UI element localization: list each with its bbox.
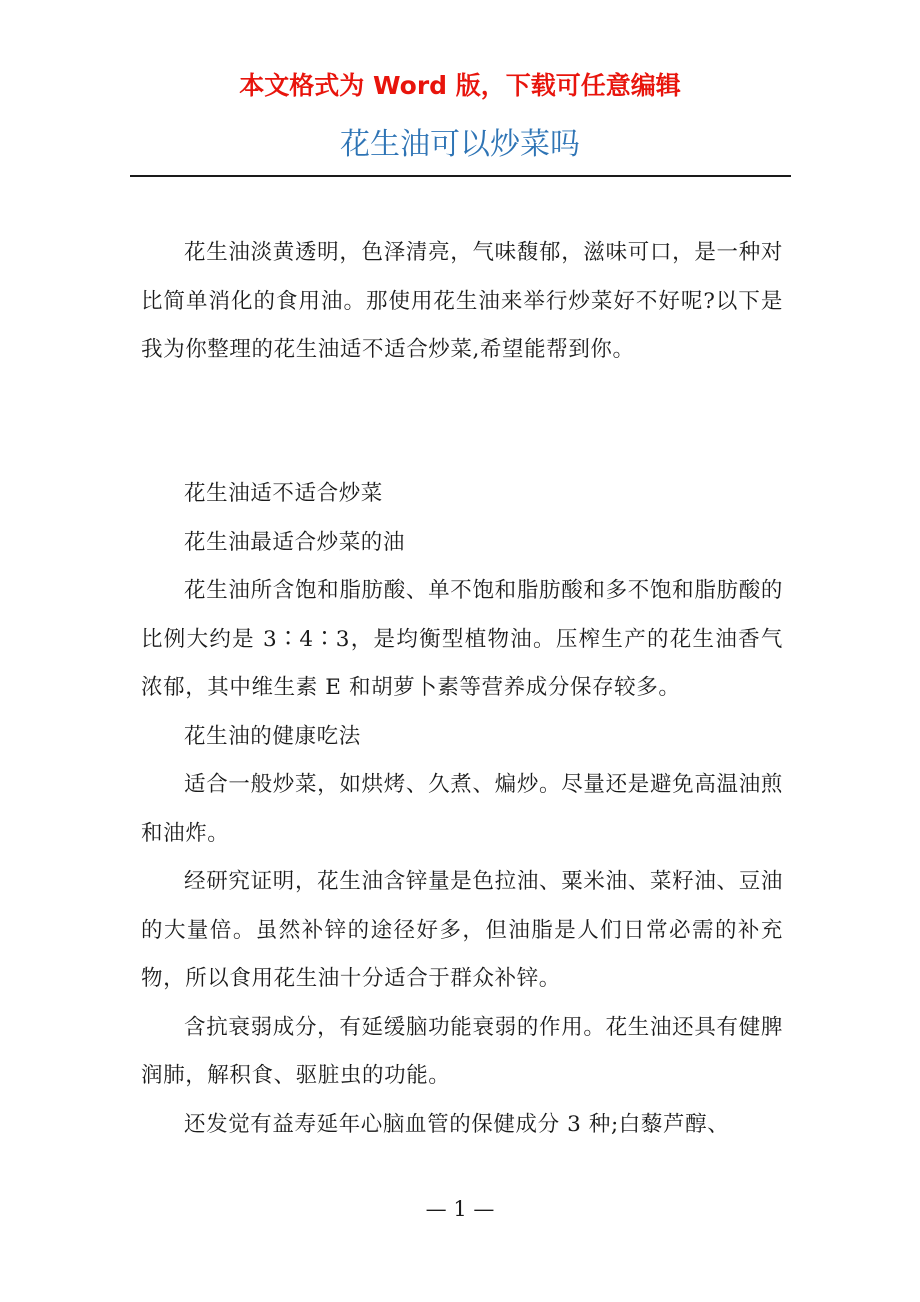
section-heading-suitability: 花生油适不适合炒菜 bbox=[184, 481, 383, 506]
paragraph-cooking-methods: 适合一般炒菜，如烘烤、久煮、煸炒。尽量还是避免高温油煎和油炸。 bbox=[141, 772, 783, 846]
title-divider bbox=[130, 175, 791, 177]
paragraph-cardiovascular: 还发觉有益寿延年心脑血管的保健成分 3 种;白藜芦醇、 bbox=[184, 1111, 730, 1137]
document-title: 花生油可以炒菜吗 bbox=[340, 127, 580, 162]
section-subheading-best-oil: 花生油最适合炒菜的油 bbox=[184, 529, 406, 555]
page-number: — 1 — bbox=[425, 1197, 495, 1221]
intro-paragraph: 花生油淡黄透明，色泽清亮，气味馥郁，滋味可口，是一种对比简单消化的食用油。那使用花生油来举行炒菜好不好呢?以下是我为你整理的花生油适不适合炒菜,希望能帮到你。 bbox=[141, 240, 783, 362]
article-body bbox=[141, 470, 783, 1149]
paragraph-anti-aging: 含抗衰弱成分，有延缓脑功能衰弱的作用。花生油还具有健脾润肺，解积食、驱脏虫的功能。 bbox=[141, 1014, 783, 1088]
section-heading-healthy-eating: 花生油的健康吃法 bbox=[184, 723, 361, 749]
intro-section bbox=[141, 229, 783, 375]
format-notice-banner: 本文格式为 Word 版，下载可任意编辑 bbox=[239, 71, 681, 100]
paragraph-zinc-content: 经研究证明，花生油含锌量是色拉油、粟米油、菜籽油、豆油的大量倍。虽然补锌的途径好多，但油脂是人们日常必需的补充物，所以食用花生油十分适合于群众补锌。 bbox=[141, 869, 783, 991]
paragraph-fatty-acids: 花生油所含饱和脂肪酸、单不饱和脂肪酸和多不饱和脂肪酸的比例大约是 3∶4∶3，是均衡型植物油。压榨生产的花生油香气浓郁，其中维生素 E 和胡萝卜素等营养成分保存较多。 bbox=[141, 578, 783, 700]
